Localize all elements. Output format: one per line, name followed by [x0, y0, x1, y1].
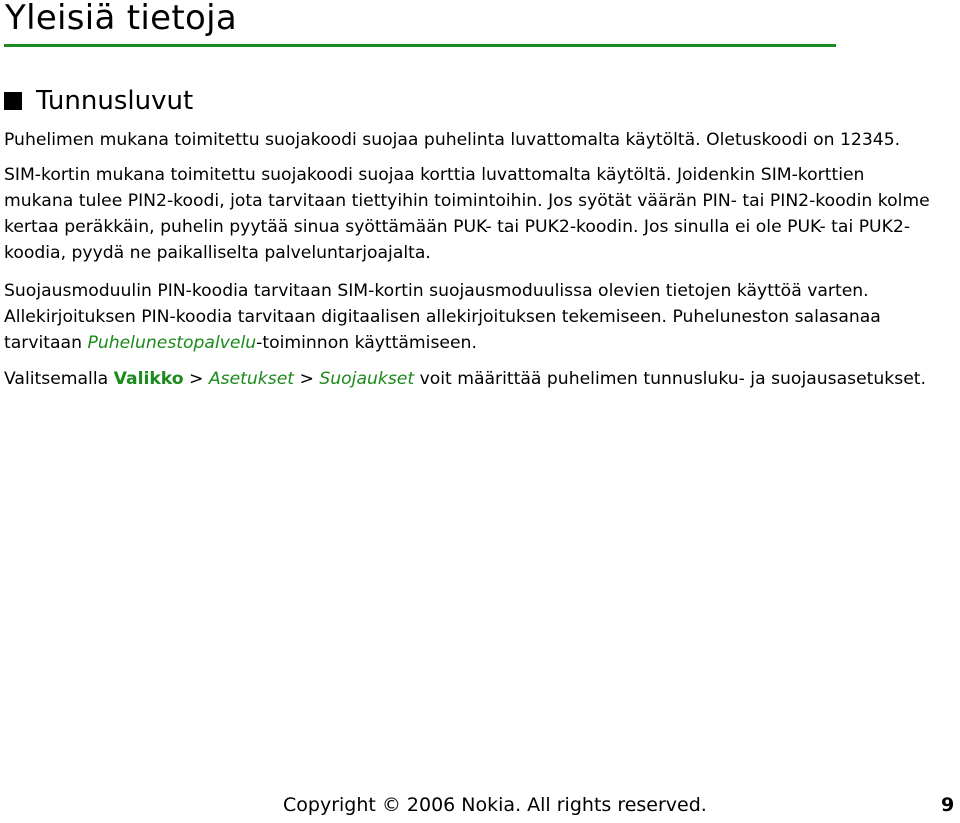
- paragraph-menu-path: [4, 366, 926, 392]
- paragraph-line: SIM-kortin mukana toimitettu suojakoodi suojaa korttia luvattomalta käytöltä. Joidenkin SIM-korttien: [4, 165, 865, 185]
- path-separator: >: [294, 369, 320, 389]
- square-bullet-icon: [4, 92, 22, 110]
- paragraph-line: Allekirjoituksen PIN-koodia tarvitaan digitaalisen allekirjoituksen tekemiseen. Puheluneston salasanaa: [4, 307, 881, 327]
- security-link[interactable]: Suojaukset: [319, 369, 415, 389]
- text-segment: tarvitaan: [4, 333, 88, 353]
- paragraph-line: Suojausmoduulin PIN-koodia tarvitaan SIM-kortin suojausmoduulissa olevien tietojen käyttöä varten.: [4, 281, 869, 301]
- page-title: Yleisiä tietoja: [5, 0, 237, 38]
- paragraph-line: kertaa peräkkäin, puhelin pyytää sinua syöttämään PUK- tai PUK2-koodin. Jos sinulla ei ole PUK- tai PUK2-: [4, 217, 911, 237]
- paragraph-line: [4, 366, 926, 392]
- text-segment: voit määrittää puhelimen tunnusluku- ja suojausasetukset.: [414, 369, 926, 389]
- paragraph-line: [4, 330, 881, 356]
- settings-link[interactable]: Asetukset: [208, 369, 295, 389]
- paragraph-module-pins: [4, 278, 881, 356]
- text-segment: Valitsemalla: [4, 369, 114, 389]
- paragraph-sim-codes: [4, 162, 930, 266]
- section-heading: [4, 86, 193, 116]
- call-barring-service-link[interactable]: Puhelunestopalvelu: [87, 333, 257, 353]
- text-segment: -toiminnon käyttämiseen.: [256, 333, 477, 353]
- paragraph-line: koodia, pyydä ne paikalliselta palveluntarjoajalta.: [4, 243, 431, 263]
- title-divider: [4, 44, 836, 47]
- paragraph-line: mukana tulee PIN2-koodi, jota tarvitaan tiettyihin toimintoihin. Jos syötät väärän PIN- tai PIN2-koodin kolme: [4, 191, 930, 211]
- page-number: 9: [941, 794, 955, 816]
- path-separator: >: [183, 369, 209, 389]
- paragraph-line: Puhelimen mukana toimitettu suojakoodi suojaa puhelinta luvattomalta käytöltä. Oletuskoodi on 12345.: [4, 130, 901, 150]
- menu-link[interactable]: Valikko: [113, 369, 184, 389]
- footer-copyright: Copyright © 2006 Nokia. All rights reserved.: [283, 794, 707, 816]
- section-heading-text: Tunnusluvut: [36, 86, 194, 116]
- paragraph-default-code: [4, 127, 900, 153]
